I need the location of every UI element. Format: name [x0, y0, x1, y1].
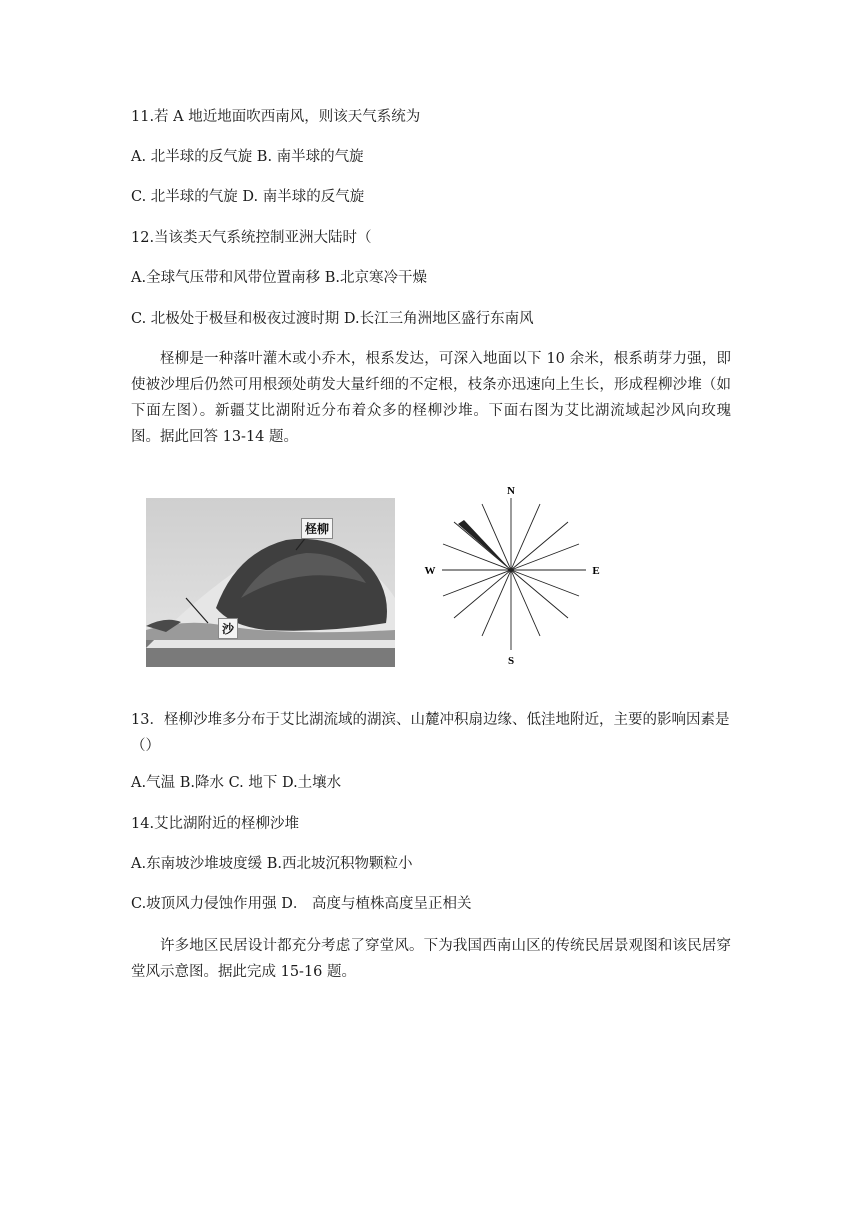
q12-stem: 12.当该类天气系统控制亚洲大陆时（	[131, 230, 372, 246]
q11-options-ab: A. 北半球的反气旋 B. 南半球的气旋	[131, 149, 364, 165]
q12-options-ab: A.全球气压带和风带位置南移 B.北京寒冷干燥	[131, 270, 427, 286]
q13-options: A.气温 B.降水 C. 地下 D.土壤水	[131, 775, 342, 791]
south-label: S	[507, 655, 515, 667]
east-label: E	[592, 565, 600, 577]
passage-tamarisk: 柽柳是一种落叶灌木或小乔木，根系发达，可深入地面以下 10 余米，根系萌芽力强，即使被沙埋后仍然可用根颈处萌发大量纤细的不定根，枝条亦迅速向上生长，形成程柳沙堆（如下面左图）。新疆艾比湖附近分布着众多的柽柳沙堆。下面右图为艾比湖流域起沙风向玫瑰图。据此回答 13-14 题。	[131, 351, 731, 445]
q11-stem: 11.若 A 地近地面吹西南风，则该天气系统为	[131, 109, 421, 125]
passage-ventilation: 许多地区民居设计都充分考虑了穿堂风。下为我国西南山区的传统民居景观图和该民居穿堂风示意图。据此完成 15-16 题。	[131, 938, 731, 980]
q12-options-cd: C. 北极处于极昼和极夜过渡时期 D.长江三角洲地区盛行东南风	[131, 311, 534, 327]
label-sand: 沙	[218, 618, 238, 639]
wind-rose-diagram	[416, 482, 606, 672]
q14-options-cd: C.坡顶风力侵蚀作用强 D． 高度与植株高度呈正相关	[131, 896, 472, 912]
photo-illustration	[146, 498, 395, 667]
q11-options-cd: C. 北半球的气旋 D. 南半球的反气旋	[131, 189, 365, 205]
q13-stem: 13．柽柳沙堆多分布于艾比湖流域的湖滨、山麓冲积扇边缘、低洼地附近，主要的影响因素是（）	[131, 712, 730, 754]
tamarisk-mound-photo	[146, 498, 395, 667]
west-label: W	[424, 565, 436, 577]
q14-options-ab: A.东南坡沙堆坡度缓 B.西北坡沉积物颗粒小	[131, 856, 413, 872]
label-tamarisk: 柽柳	[301, 518, 333, 539]
north-label: N	[507, 485, 515, 497]
q14-stem: 14.艾比湖附近的柽柳沙堆	[131, 816, 300, 832]
dominant-wind-sector	[458, 520, 511, 570]
